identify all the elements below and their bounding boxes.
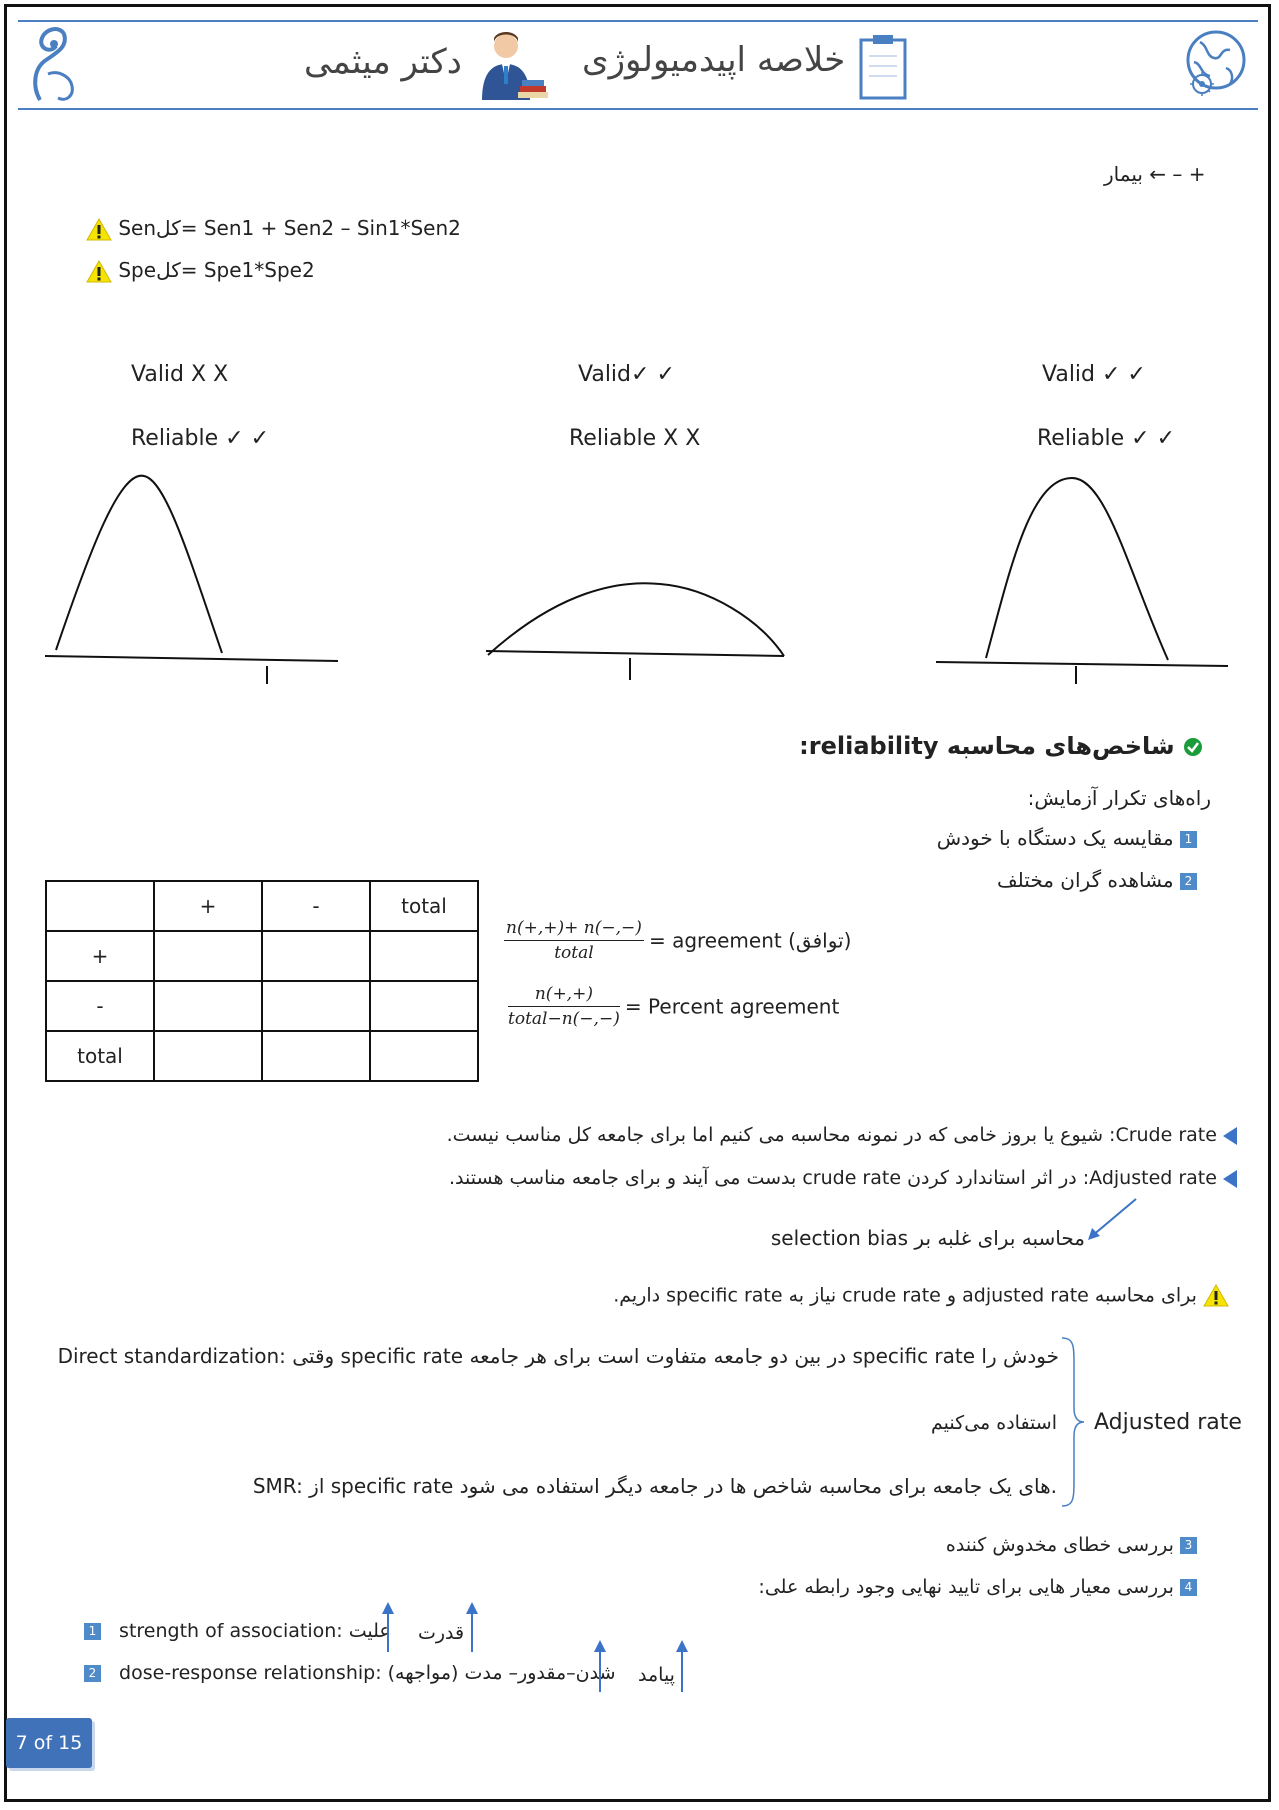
reliability-heading-row — [799, 732, 1203, 760]
right-curve — [986, 478, 1168, 660]
table-header-row — [46, 881, 478, 931]
specific-rate-note: برای محاسبه adjusted rate و crude rate نیاز به specific rate داریم. — [613, 1284, 1197, 1307]
distribution-curves — [40, 470, 1240, 690]
step-3-text: بررسی خطای مخدوش کننده — [945, 1534, 1174, 1556]
specific-rate-note-row — [613, 1284, 1229, 1308]
table-cell — [370, 1031, 478, 1081]
adjusted-rate-row — [449, 1167, 1237, 1189]
warning-icon — [1203, 1284, 1229, 1308]
step-3 — [946, 1534, 1197, 1556]
agreement-formula — [504, 918, 851, 963]
up-arrow-icon — [674, 1640, 690, 1692]
table-cell — [154, 931, 262, 981]
mid-curve — [488, 583, 784, 656]
number-badge: 2 — [84, 1665, 101, 1682]
right-reliable-label: Reliable ✓ ✓ — [1037, 426, 1176, 451]
left-curve — [56, 476, 222, 653]
criteria-2 — [84, 1662, 616, 1684]
table-cell: + — [154, 881, 262, 931]
pointer-arrow-icon — [1084, 1196, 1140, 1242]
top-note: + – ← بیمار — [1104, 162, 1206, 186]
sen-formula-row — [86, 216, 461, 242]
page-indicator[interactable]: 7 of 15 — [6, 1718, 92, 1768]
sen-formula: Senكل= Sen1 + Sen2 – Sin1*Sen2 — [118, 216, 461, 240]
table-row — [46, 981, 478, 1031]
use-note: استفاده می‌کنیم — [931, 1412, 1057, 1434]
table-cell — [262, 931, 370, 981]
arrow-bullet-icon — [1223, 1170, 1237, 1188]
up-arrow-icon — [592, 1640, 608, 1692]
clipboard-icon — [858, 32, 908, 100]
table-cell — [370, 981, 478, 1031]
table-cell — [370, 931, 478, 981]
table-cell: - — [46, 981, 154, 1031]
number-badge: 3 — [1180, 1537, 1197, 1554]
fraction-denominator: total−n(−,−) — [508, 1009, 620, 1029]
table-cell — [262, 1031, 370, 1081]
header-title: خلاصه اپیدمیولوژی — [582, 40, 846, 80]
table-cell — [154, 981, 262, 1031]
adjusted-rate-label: Adjusted rate — [1094, 1410, 1242, 1435]
fraction-numerator: n(+,+)+ n(−,−) — [504, 918, 644, 941]
table-cell: total — [46, 1031, 154, 1081]
table-cell — [46, 881, 154, 931]
smr-text: SMR: از specific rate های یک جامعه برای محاسبه شاخص ها در جامعه دیگر استفاده می شود. — [252, 1474, 1057, 1498]
criteria-2-tag: پیامد — [638, 1664, 675, 1686]
globe-virus-icon — [1180, 28, 1248, 104]
step-4 — [758, 1576, 1197, 1598]
direct-standardization: Direct standardization: وقتی specific rate در بین دو جامعه متفاوت است برای هر جامعه specific rate خودش را — [57, 1344, 1059, 1368]
adjusted-rate-text: Adjusted rate: در اثر استاندارد کردن crude rate بدست می آیند و برای جامعه مناسب هستند. — [449, 1167, 1217, 1189]
selection-bias-note: محاسبه برای غلبه بر selection bias — [770, 1226, 1085, 1250]
reliability-heading: شاخص‌های محاسبه reliability: — [799, 732, 1175, 760]
reliability-item-1-text: مقایسه یک دستگاه با خودش — [936, 826, 1174, 850]
left-reliable-label: Reliable ✓ ✓ — [131, 426, 270, 451]
up-arrow-icon — [464, 1602, 480, 1652]
warning-icon — [86, 218, 112, 242]
left-valid-label: Valid X X — [131, 362, 229, 387]
reliability-item-2-text: مشاهده گران مختلف — [996, 868, 1174, 892]
check-circle-icon — [1183, 737, 1203, 757]
crude-rate-row — [447, 1124, 1237, 1146]
percent-agreement-fraction — [508, 984, 620, 1029]
agreement-label: = agreement (توافق) — [648, 928, 852, 953]
up-arrow-icon — [380, 1602, 396, 1652]
crude-rate-text: Crude rate: شیوع یا بروز خامی که در نمونه محاسبه می کنیم اما برای جامعه کل مناسب نیست. — [446, 1124, 1217, 1146]
percent-agreement-formula — [508, 984, 839, 1029]
spe-formula-row — [86, 258, 315, 284]
arrow-bullet-icon — [1223, 1127, 1237, 1145]
mid-baseline — [486, 651, 784, 656]
fraction-numerator: n(+,+) — [508, 984, 620, 1007]
table-cell — [262, 981, 370, 1031]
warning-icon — [86, 260, 112, 284]
mid-valid-label: Valid✓ ✓ — [578, 362, 675, 387]
table-row — [46, 931, 478, 981]
doctor-avatar-icon — [474, 30, 550, 102]
agreement-fraction — [504, 918, 644, 963]
reliability-item-2 — [997, 868, 1197, 892]
criteria-1-tag: قدرت — [418, 1622, 465, 1644]
number-badge: 1 — [1180, 831, 1197, 848]
agreement-table — [45, 880, 479, 1082]
percent-agreement-label: = Percent agreement — [624, 994, 840, 1019]
table-cell — [154, 1031, 262, 1081]
criteria-1 — [84, 1620, 391, 1642]
number-badge: 4 — [1180, 1579, 1197, 1596]
table-row — [46, 1031, 478, 1081]
fraction-denominator: total — [554, 943, 594, 963]
step-4-text: بررسی معیار هایی برای تایید نهایی وجود رابطه علی: — [758, 1576, 1174, 1598]
right-baseline — [936, 662, 1228, 666]
criteria-2-text: dose-response relationship: شدن–مقدور– مدت (مواجهه) — [119, 1662, 616, 1684]
ornament-icon — [28, 26, 82, 104]
reliability-item-1 — [937, 826, 1197, 850]
criteria-1-text: strength of association: علیت — [119, 1620, 391, 1642]
mid-reliable-label: Reliable X X — [569, 426, 701, 451]
header-author: دکتر میثمی — [304, 42, 462, 82]
table-cell: total — [370, 881, 478, 931]
left-baseline — [45, 656, 338, 661]
repeat-label: راه‌های تکرار آزمایش: — [1027, 786, 1211, 810]
header-bottom-rule — [18, 108, 1258, 110]
number-badge: 2 — [1180, 873, 1197, 890]
right-valid-label: Valid ✓ ✓ — [1042, 362, 1146, 387]
table-cell: + — [46, 931, 154, 981]
header-top-rule — [18, 20, 1258, 22]
brace-icon — [1060, 1336, 1086, 1508]
table-cell: - — [262, 881, 370, 931]
spe-formula: Speكل= Spe1*Spe2 — [118, 258, 315, 282]
number-badge: 1 — [84, 1623, 101, 1640]
